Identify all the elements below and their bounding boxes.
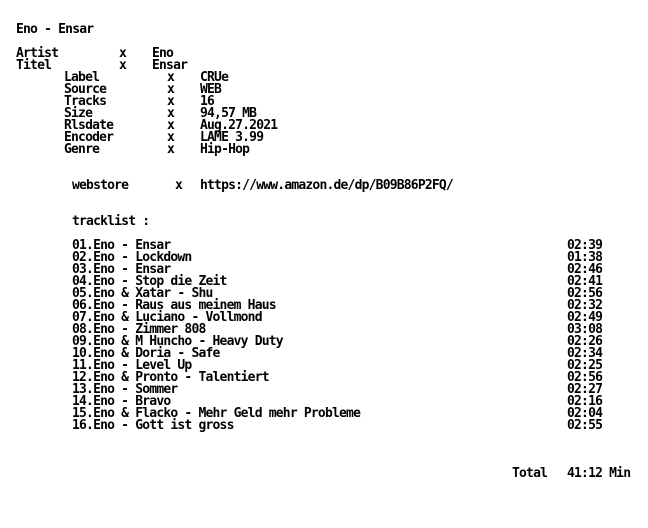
detail-key: Source — [64, 82, 107, 97]
detail-value: Aug.27.2021 — [200, 118, 278, 133]
track-title: 10.Eno & Doria - Safe — [72, 346, 220, 361]
track-duration: 02:25 — [567, 358, 603, 373]
titel-value: Ensar — [152, 58, 188, 73]
detail-key: Encoder — [64, 130, 114, 145]
total-label: Total — [512, 466, 548, 481]
track-row — [0, 420, 648, 432]
track-duration: 02:56 — [567, 370, 603, 385]
detail-key: Size — [64, 106, 93, 121]
track-title: 02.Eno - Lockdown — [72, 250, 192, 265]
track-title: 14.Eno - Bravo — [72, 394, 171, 409]
artist-sep: x — [119, 46, 127, 61]
track-title: 04.Eno - Stop die Zeit — [72, 274, 227, 289]
track-duration: 02:55 — [567, 418, 603, 433]
detail-sep: x — [167, 70, 175, 85]
detail-sep: x — [167, 82, 175, 97]
detail-key: Label — [64, 70, 100, 85]
webstore-link[interactable]: https://www.amazon.de/dp/B09B86P2FQ/ — [200, 178, 453, 193]
track-title: 01.Eno - Ensar — [72, 238, 171, 253]
tracklist-heading: tracklist : — [72, 214, 150, 229]
track-duration: 02:46 — [567, 262, 603, 277]
detail-sep: x — [167, 118, 175, 133]
artist-row — [0, 48, 648, 60]
titel-sep: x — [119, 58, 127, 73]
webstore-key: webstore — [72, 178, 129, 193]
track-duration: 02:56 — [567, 286, 603, 301]
track-duration: 02:41 — [567, 274, 603, 289]
track-duration: 02:26 — [567, 334, 603, 349]
detail-key: Tracks — [64, 94, 107, 109]
track-title: 07.Eno & Luciano - Vollmond — [72, 310, 262, 325]
detail-value: Hip-Hop — [200, 142, 250, 157]
detail-sep: x — [167, 94, 175, 109]
track-title: 15.Eno & Flacko - Mehr Geld mehr Probleme — [72, 406, 361, 421]
detail-row-tracks — [0, 96, 648, 108]
artist-value: Eno — [152, 46, 174, 61]
track-title: 03.Eno - Ensar — [72, 262, 171, 277]
titel-key: Titel — [16, 58, 52, 73]
track-title: 12.Eno & Pronto - Talentiert — [72, 370, 269, 385]
webstore-sep: x — [175, 178, 183, 193]
track-duration: 02:27 — [567, 382, 603, 397]
track-duration: 02:16 — [567, 394, 603, 409]
track-title: 11.Eno - Level Up — [72, 358, 192, 373]
track-duration: 01:38 — [567, 250, 603, 265]
total-value: 41:12 Min — [567, 466, 631, 481]
artist-key: Artist — [16, 46, 59, 61]
track-duration: 02:34 — [567, 346, 603, 361]
detail-value: CRUe — [200, 70, 229, 85]
detail-key: Genre — [64, 142, 100, 157]
detail-key: Rlsdate — [64, 118, 114, 133]
detail-sep: x — [167, 130, 175, 145]
track-duration: 03:08 — [567, 322, 603, 337]
track-duration: 02:04 — [567, 406, 603, 421]
track-title: 09.Eno & M Huncho - Heavy Duty — [72, 334, 283, 349]
detail-sep: x — [167, 106, 175, 121]
track-title: 08.Eno - Zimmer 808 — [72, 322, 206, 337]
detail-sep: x — [167, 142, 175, 157]
webstore-row — [0, 180, 648, 192]
track-duration: 02:32 — [567, 298, 603, 313]
track-title: 16.Eno - Gott ist gross — [72, 418, 234, 433]
detail-value: 16 — [200, 94, 215, 109]
track-title: 05.Eno & Xatar - Shu — [72, 286, 213, 301]
track-title: 06.Eno - Raus aus meinem Haus — [72, 298, 276, 313]
detail-row-genre — [0, 144, 648, 156]
detail-value: LAME 3.99 — [200, 130, 264, 145]
detail-value: WEB — [200, 82, 222, 97]
track-duration: 02:39 — [567, 238, 603, 253]
track-duration: 02:49 — [567, 310, 603, 325]
detail-value: 94,57 MB — [200, 106, 257, 121]
track-title: 13.Eno - Sommer — [72, 382, 178, 397]
release-title: Eno - Ensar — [16, 22, 94, 37]
total-row — [0, 468, 648, 480]
